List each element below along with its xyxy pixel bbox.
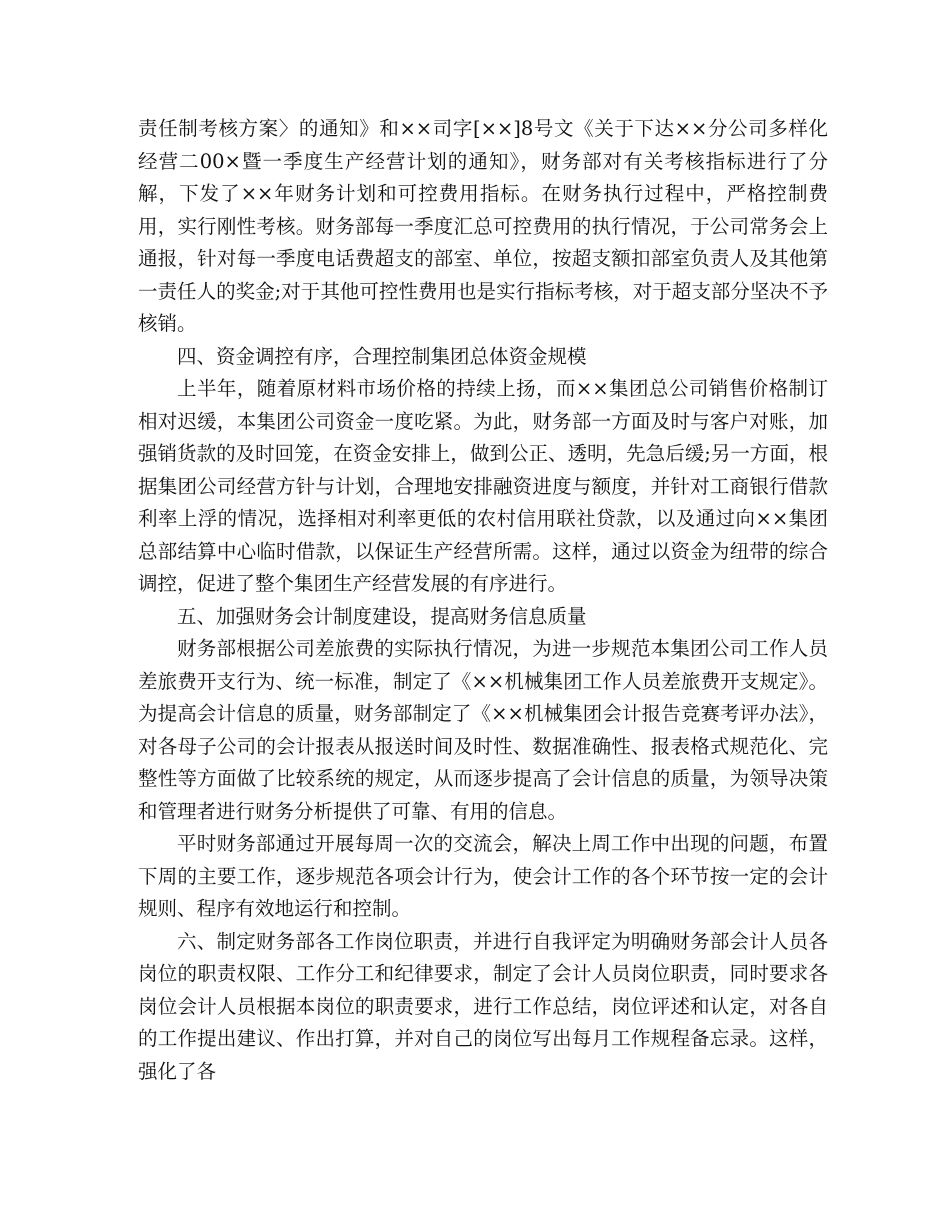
paragraph-weekly-meeting: 平时财务部通过开展每周一次的交流会，解决上周工作中出现的问题，布置下周的主要工作，逐步规范各项会计行为，使会计工作的各个环节按一定的会计规则、程序有效地运行和控制。	[138, 832, 828, 920]
document-body	[138, 113, 828, 1088]
paragraph-section-6-job-duties: 六、制定财务部各工作岗位职责，并进行自我评定为明确财务部会计人员各岗位的职责权限、工作分工和纪律要求，制定了会计人员岗位职责，同时要求各岗位会计人员根据本岗位的职责要求，进行工作总结，岗位评述和认定，对各自的工作提出建议、作出打算，并对自己的岗位写出每月工作规程备忘录。这样，强化了各	[138, 929, 828, 1083]
paragraph-assessment-continuation: 责任制考核方案〉的通知》和××司字[××]8号文《关于下达××分公司多样化经营二00×暨一季度生产经营计划的通知》，财务部对有关考核指标进行了分解，下发了××年财务计划和可控费用指标。在财务执行过程中，严格控制费用，实行刚性考核。财务部每一季度汇总可控费用的执行情况，于公司常务会上通报，针对每一季度电话费超支的部室、单位，按超支额扣部室负责人及其他第一责任人的奖金;对于其他可控性费用也是实行指标考核，对于超支部分坚决不予核销。	[138, 117, 828, 335]
section-heading-4: 四、资金调控有序，合理控制集团总体资金规模	[177, 344, 587, 368]
section-heading-5: 五、加强财务会计制度建设，提高财务信息质量	[177, 604, 587, 628]
paragraph-fund-control: 上半年，随着原材料市场价格的持续上扬，而××集团总公司销售价格制订相对迟缓，本集团公司资金一度吃紧。为此，财务部一方面及时与客户对账，加强销货款的及时回笼，在资金安排上，做到公正、透明，先急后缓;另一方面，根据集团公司经营方针与计划，合理地安排融资进度与额度，并针对工商银行借款利率上浮的情况，选择相对利率更低的农村信用联社贷款，以及通过向××集团总部结算中心临时借款，以保证生产经营所需。这样，通过以资金为纽带的综合调控，促进了整个集团生产经营发展的有序进行。	[138, 377, 828, 595]
paragraph-accounting-system: 财务部根据公司差旅费的实际执行情况，为进一步规范本集团公司工作人员差旅费开支行为、统一标准，制定了《××机械集团工作人员差旅费开支规定》。为提高会计信息的质量，财务部制定了《××机械集团会计报告竞赛考评办法》，对各母子公司的会计报表从报送时间及时性、数据准确性、报表格式规范化、完整性等方面做了比较系统的规定，从而逐步提高了会计信息的质量，为领导决策和管理者进行财务分析提供了可靠、有用的信息。	[138, 637, 828, 823]
